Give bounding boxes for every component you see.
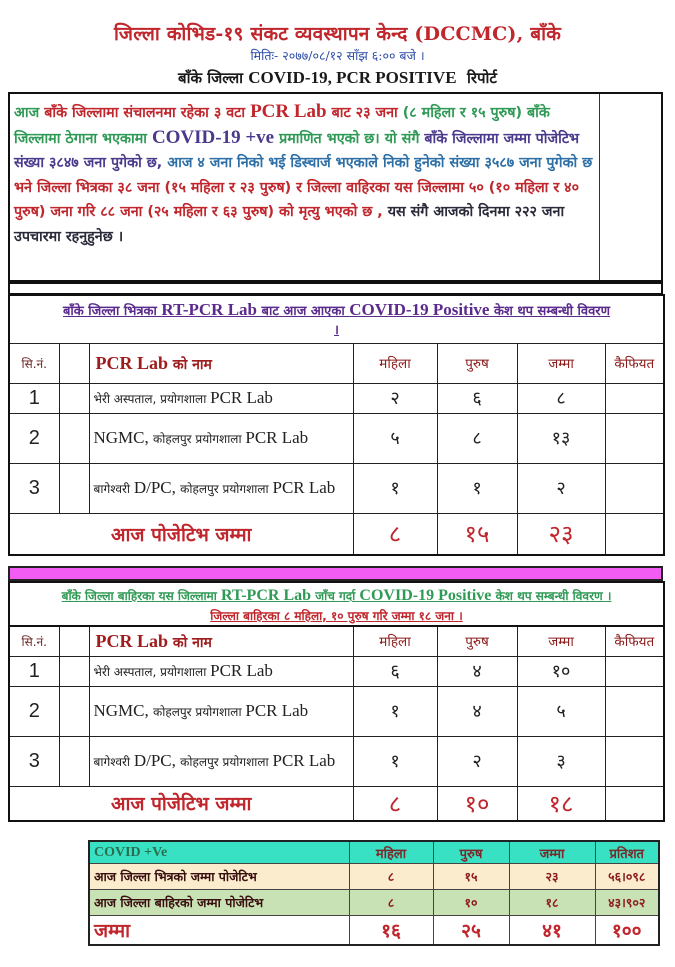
caption-part: COVID-19 Positive: [359, 586, 492, 604]
caption-part: जिल्ला बाहिरका ८ महिला, १० पुरुष गरि जम्मा १८ जना ।: [210, 608, 463, 623]
cell-remarks: [605, 463, 664, 513]
cell-female: १: [353, 463, 437, 513]
name-part: PCR Lab: [210, 660, 273, 680]
total-remarks: [605, 513, 664, 555]
total-male: १५: [437, 513, 517, 555]
sum-row-percent: ४३।९०२: [595, 890, 659, 916]
summary-paragraph: [14, 100, 594, 249]
col-header-female: महिला: [353, 626, 437, 656]
caption-part: RT-PCR Lab: [161, 300, 258, 320]
report-subtitle: [0, 68, 675, 88]
caption-part: ।: [334, 323, 339, 339]
sum-header-female: महिला: [349, 841, 433, 864]
total-label: आज पोजेटिभ जम्मा: [9, 513, 353, 555]
summary-header-row: [89, 841, 659, 864]
caption-part: COVID-19 Positive: [349, 300, 490, 320]
name-part: बागेश्वरी: [93, 481, 134, 496]
caption-part: बाट आज आएका: [257, 304, 350, 320]
col-header-male: पुरुष: [437, 343, 517, 383]
cell-total: ३: [517, 736, 605, 786]
col-header-remarks: कैफियत: [605, 626, 664, 656]
cell-sn: 2: [9, 413, 59, 463]
total-total: २३: [517, 513, 605, 555]
cell-sn: 3: [9, 736, 59, 786]
summary-total-row: [89, 916, 659, 946]
outside-caption-row: [9, 582, 664, 626]
cell-blank: [59, 413, 89, 463]
sum-total-female: १६: [349, 916, 433, 946]
cell-total: १३: [517, 413, 605, 463]
sum-row-label: आज जिल्ला बाहिरको जम्मा पोजेटिभ: [89, 890, 349, 916]
total-male: १०: [437, 786, 517, 821]
cell-remarks: [605, 736, 664, 786]
cell-total: ८: [517, 383, 605, 413]
col-header-sn: सि.नं.: [9, 343, 59, 383]
name-part: PCR Lab: [272, 477, 336, 497]
subtitle-np1: बाँके जिल्ला: [178, 69, 244, 87]
cell-remarks: [605, 656, 664, 686]
table-row: [9, 686, 664, 736]
cell-male: ६: [437, 383, 517, 413]
outside-total-row: [9, 786, 664, 821]
summary-seg-8: आज ४ जना निको भई डिस्चार्ज भएकाले निको हुनेको संख्या ३५८७ जना पुगेको छ: [167, 155, 593, 171]
summary-seg-10: यस संगै आजको दिनमा २२२ जना उपचारमा रहनुहुनेछ ।: [14, 204, 565, 245]
table-row: [9, 736, 664, 786]
name-part: PCR Lab: [210, 387, 273, 407]
cell-sn: 1: [9, 656, 59, 686]
cell-lab-name: [89, 656, 353, 686]
sum-total-percent: १००: [595, 916, 659, 946]
total-remarks: [605, 786, 664, 821]
cell-remarks: [605, 413, 664, 463]
inside-table-caption: [9, 295, 664, 343]
summary-side-column: [599, 94, 661, 280]
sum-row-total: २३: [509, 864, 595, 890]
sum-row-male: १५: [433, 864, 509, 890]
subtitle-en: COVID-19, PCR POSITIVE: [248, 68, 457, 87]
name-part: NGMC,: [93, 427, 154, 447]
table-row: [9, 413, 664, 463]
table-row: [9, 656, 664, 686]
cell-blank: [59, 656, 89, 686]
summary-seg-4: (८ महिला र १५ पुरुष) बाँके जिल्लामा ठेगाना भएकामा: [14, 105, 550, 147]
col-header-total: जम्मा: [517, 343, 605, 383]
cell-total: १०: [517, 656, 605, 686]
sum-total-male: २५: [433, 916, 509, 946]
sum-row-male: १०: [433, 890, 509, 916]
sum-row-total: १८: [509, 890, 595, 916]
cell-sn: 2: [9, 686, 59, 736]
header-part: को नाम: [168, 356, 212, 373]
inside-caption-row: [9, 295, 664, 343]
report-date: मितिः- २०७७/०८/१२ साँझ ६:०० बजे ।: [250, 48, 425, 63]
summary-table: [88, 840, 660, 946]
summary-seg-9: भने जिल्ला भित्रका ३८ जना (१५ महिला र २३ पुरुष) र जिल्ला वाहिरका यस जिल्लामा ५० (१० महिला र ४० पुरुष) जना गरि ८८ जना (२५ महिला र ६३ पुरुष) को मृत्यु भएको छ ,: [14, 179, 580, 220]
summary-seg-5: COVID-19 +ve: [151, 126, 275, 148]
cell-blank: [59, 383, 89, 413]
sum-header-percent: प्रतिशत: [595, 841, 659, 864]
sum-row-percent: ५६।०९८: [595, 864, 659, 890]
cell-lab-name: [89, 686, 353, 736]
caption-part: केश थप सम्बन्धी विवरण ।: [491, 588, 612, 603]
table-row: [89, 890, 659, 916]
cell-female: ५: [353, 413, 437, 463]
cell-blank: [59, 736, 89, 786]
total-female: ८: [353, 786, 437, 821]
caption-part: बाँके जिल्ला बाहिरका यस जिल्लामा: [61, 588, 222, 603]
cell-blank: [59, 463, 89, 513]
name-part: कोहलपुर प्रयोगशाला: [153, 431, 246, 446]
col-header-lab-name: [89, 343, 353, 383]
cell-male: ८: [437, 413, 517, 463]
name-part: PCR Lab: [272, 750, 336, 770]
name-part: कोहलपुर प्रयोगशाला: [180, 481, 273, 496]
header-part: PCR Lab: [95, 352, 169, 373]
col-header-male: पुरुष: [437, 626, 517, 656]
table-row: [89, 864, 659, 890]
cell-male: ४: [437, 686, 517, 736]
cell-female: २: [353, 383, 437, 413]
summary-seg-7: बाँके जिल्लामा जम्मा पोजेटिभ संख्या ३८४७ जना पुगेको छ,: [14, 130, 580, 171]
cell-male: ४: [437, 656, 517, 686]
total-label: आज पोजेटिभ जम्मा: [9, 786, 353, 821]
cell-lab-name: [89, 736, 353, 786]
header-part: PCR Lab: [95, 630, 169, 651]
summary-seg-6: प्रमाणित भएको छ। यो संगै: [274, 130, 425, 147]
outside-table-caption: [9, 582, 664, 626]
cell-sn: 3: [9, 463, 59, 513]
col-header-sn: सि.नं.: [9, 626, 59, 656]
cell-male: १: [437, 463, 517, 513]
name-part: भेरी अस्पताल, प्रयोगशाला: [93, 664, 211, 679]
summary-seg-2: PCR Lab: [250, 101, 327, 122]
caption-part: केश थप सम्बन्धी विवरण: [489, 304, 611, 320]
table-row: [9, 383, 664, 413]
summary-seg-3: बाट २३ जना: [326, 105, 403, 121]
name-part: भेरी अस्पताल, प्रयोगशाला: [93, 391, 211, 406]
col-header-blank: [59, 343, 89, 383]
name-part: बागेश्वरी: [93, 754, 134, 769]
summary-seg-0: आज: [14, 105, 45, 121]
name-part: D/PC,: [133, 477, 181, 497]
caption-part: बाँके जिल्ला भित्रका: [62, 304, 162, 320]
col-header-remarks: कैफियत: [605, 343, 664, 383]
caption-part: RT-PCR Lab: [221, 586, 312, 604]
outside-district-table: [8, 581, 665, 822]
total-total: १८: [517, 786, 605, 821]
inside-total-row: [9, 513, 664, 555]
col-header-total: जम्मा: [517, 626, 605, 656]
outside-header-row: [9, 626, 664, 656]
cell-lab-name: [89, 413, 353, 463]
summary-seg-1: बाँके जिल्लामा संचालनमा रहेका ३ वटा: [44, 105, 251, 121]
sum-total-label: जम्मा: [89, 916, 349, 946]
sum-header-male: पुरुष: [433, 841, 509, 864]
sum-row-female: ८: [349, 864, 433, 890]
cell-blank: [59, 686, 89, 736]
sum-total-total: ४१: [509, 916, 595, 946]
cell-total: २: [517, 463, 605, 513]
inside-district-table: [8, 294, 665, 556]
cell-lab-name: [89, 463, 353, 513]
cell-female: १: [353, 686, 437, 736]
cell-female: ६: [353, 656, 437, 686]
caption-part: जाँच गर्दा: [311, 588, 360, 603]
magenta-separator-bar: [8, 566, 663, 581]
name-part: कोहलपुर प्रयोगशाला: [153, 704, 246, 719]
col-header-lab-name: [89, 626, 353, 656]
report-title: जिल्ला कोभिड-१९ संकट व्यवस्थापन केन्द (DCCMC), बाँके: [114, 23, 561, 45]
name-part: PCR Lab: [245, 427, 309, 447]
cell-lab-name: [89, 383, 353, 413]
cell-remarks: [605, 383, 664, 413]
total-female: ८: [353, 513, 437, 555]
cell-female: १: [353, 736, 437, 786]
header-part: को नाम: [168, 634, 212, 651]
cell-remarks: [605, 686, 664, 736]
table-row: [9, 463, 664, 513]
name-part: NGMC,: [93, 700, 154, 720]
col-header-blank: [59, 626, 89, 656]
summary-box: [8, 92, 663, 282]
cell-total: ५: [517, 686, 605, 736]
subtitle-np2: रिपोर्ट: [467, 69, 497, 87]
name-part: D/PC,: [133, 750, 181, 770]
name-part: PCR Lab: [245, 700, 309, 720]
inside-header-row: [9, 343, 664, 383]
sum-header-label: COVID +Ve: [89, 841, 349, 864]
col-header-female: महिला: [353, 343, 437, 383]
name-part: कोहलपुर प्रयोगशाला: [180, 754, 273, 769]
sum-row-female: ८: [349, 890, 433, 916]
sum-row-label: आज जिल्ला भित्रको जम्मा पोजेटिभ: [89, 864, 349, 890]
sum-header-total: जम्मा: [509, 841, 595, 864]
cell-sn: 1: [9, 383, 59, 413]
cell-male: २: [437, 736, 517, 786]
